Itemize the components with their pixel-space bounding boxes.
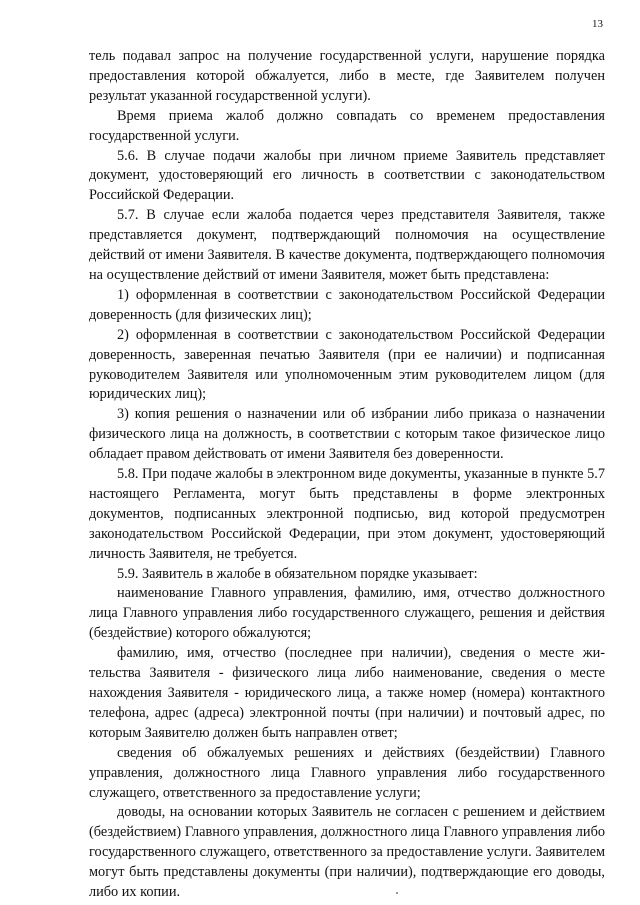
scan-speck [396,892,398,894]
paragraph: наименование Главного управления, фамилию, имя, отчество должностного лица Главного управления либо государственного служащего, решения и действия (бездействие) которого обжалуются; [89,585,605,642]
document-body [89,47,605,903]
page-number: 13 [592,18,603,30]
paragraph: 5.9. Заявитель в жалобе в обязательном порядке указывает: [117,565,478,582]
paragraph: 5.6. В случае подачи жалобы при личном приеме Заявитель представляет документ, удостоверяющий его личность в соответствии с законодательством Российской Федерации. [89,147,605,204]
paragraph: фамилию, имя, отчество (последнее при наличии), сведения о месте жительства Заявителя - физического лица либо наименование, сведения о месте нахождения Заявителя - юридического лица, а также номер (номера) контактного телефона, адрес (адреса) электронной почты (при наличии) и почтовый адрес, по которым Заявителю должен быть направлен ответ; [89,645,605,741]
paragraph: 1) оформленная в соответствии с законодательством Российской Федерации доверенность (для физических лиц); [89,286,605,323]
paragraph: 3) копия решения о назначении или об избрании либо приказа о назначении физического лица на должность, в соответствии с которым такое физическое лицо обладает правом действовать от имени Заявителя без доверенности. [89,406,605,463]
paragraph: сведения об обжалуемых решениях и действиях (бездействии) Главного управления, должностного лица Главного управления либо государственного служащего, ответственного за предоставление услуги; [89,744,605,801]
paragraph: 5.8. При подаче жалобы в электронном виде документы, указанные в пункте 5.7 настоящего Регламента, могут быть представлены в форме электронных документов, подписанных электронной подписью, вид которой предусмотрен законодательством Российской Федерации, при этом документ, удостоверяющий личность Заявителя, не требуется. [89,466,605,562]
paragraph: доводы, на основании которых Заявитель не согласен с решением и действием (бездействием) Главного управления, должностного лица Главного управления либо государственного служащего, ответственного за предоставление услуги. Заявителем могут быть представлены документы (при наличии), подтверждающие его доводы, либо их копии. [89,804,605,901]
paragraph: 2) оформленная в соответствии с законодательством Российской Федерации доверенность, заверенная печатью Заявителя (при ее наличии) и подписанная руководителем Заявителя или уполномоченным этим руководителем лицом (для юридических лиц); [89,326,605,403]
paragraph: Время приема жалоб должно совпадать со временем предоставления государственной услуги. [89,107,605,144]
paragraph: 5.7. В случае если жалоба подается через представителя Заявителя, также представляется документ, подтверждающий полномочия на осуществление действий от имени Заявителя. В качестве документа, подтверждающего полномочия на осуществление действий от имени Заявителя, может быть представлена: [89,207,605,283]
paragraph: тель подавал запрос на получение государственной услуги, нарушение порядка предоставления которой обжалуется, либо в месте, где Заявителем получен результат указанной государственной услуги). [89,48,605,104]
